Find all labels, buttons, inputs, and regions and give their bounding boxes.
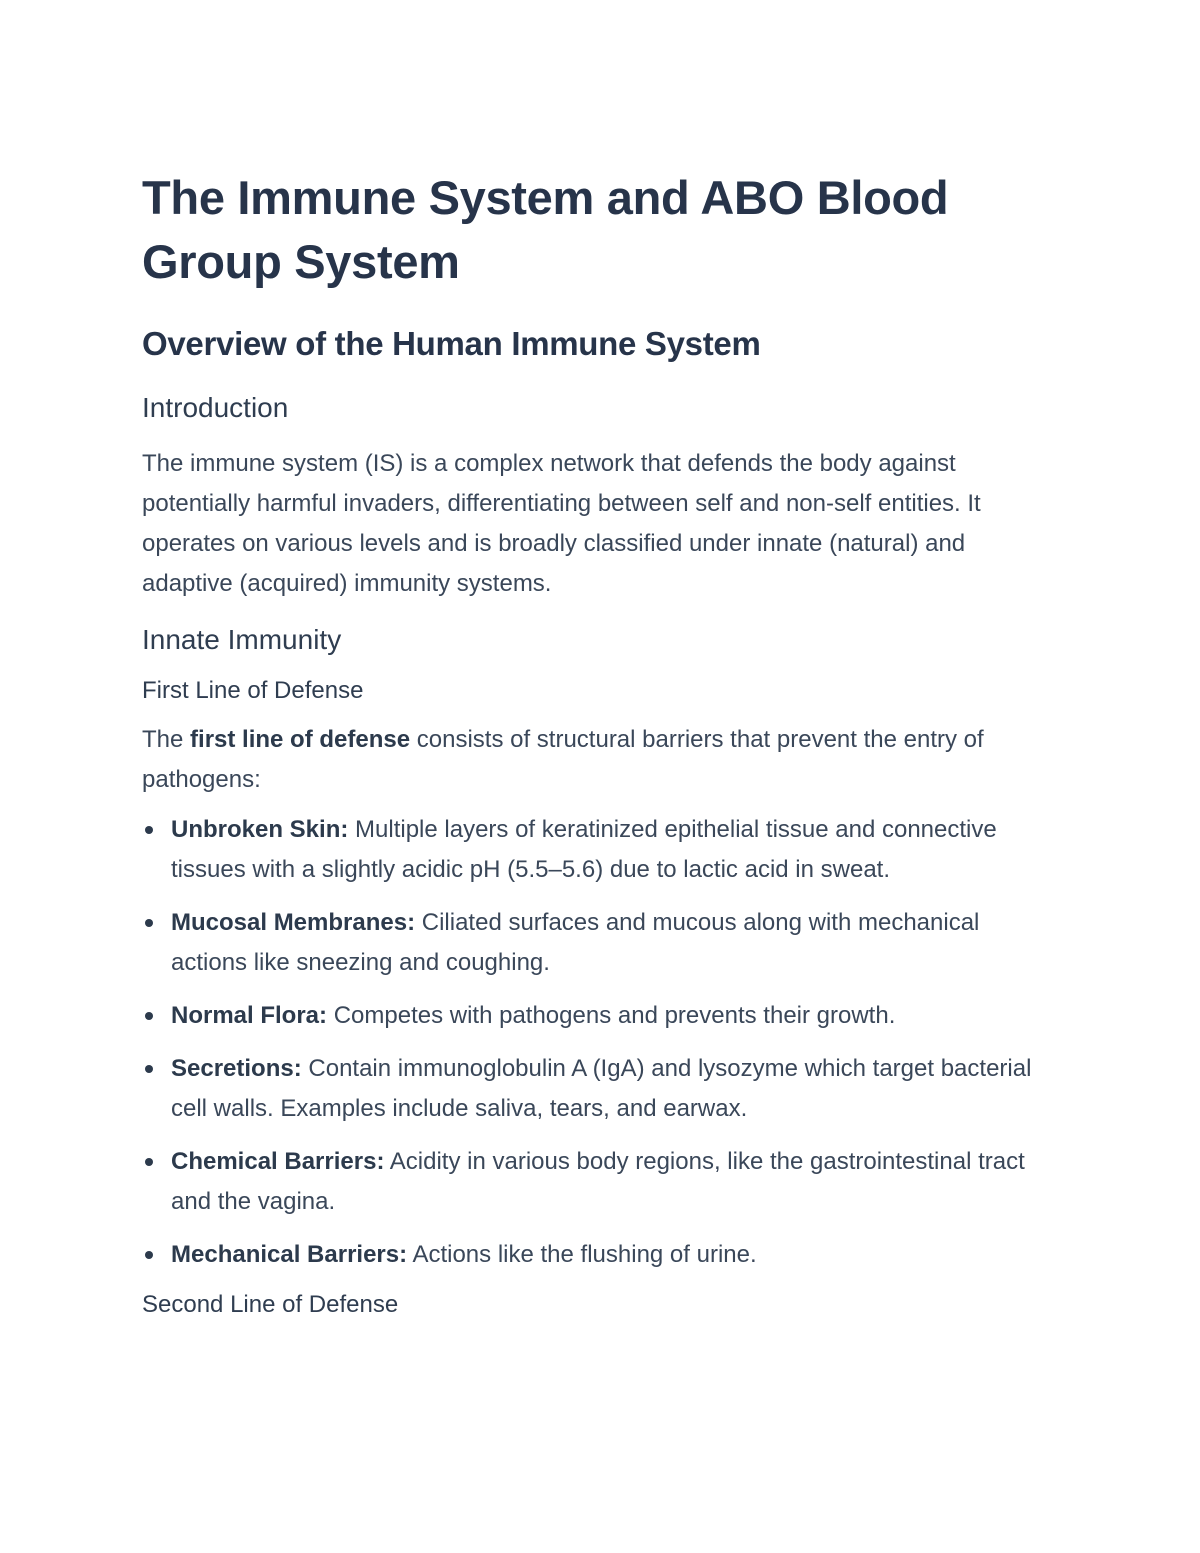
introduction-paragraph: The immune system (IS) is a complex network that defends the body against potentially harmful invaders, differentiating between self and non-self entities. It operates on various levels and is broadly classified under innate (natural) and adaptive (acquired) immunity systems. bbox=[142, 450, 981, 597]
list-item-term: Unbroken Skin: bbox=[171, 816, 349, 843]
list-item-term: Mucosal Membranes: bbox=[171, 909, 416, 936]
list-item-term: Mechanical Barriers: bbox=[171, 1241, 408, 1268]
bullet-icon bbox=[145, 826, 153, 834]
document-page bbox=[142, 166, 1052, 1322]
list-item-text: Contain immunoglobulin A (IgA) and lysozyme which target bacterial cell walls. Examples include saliva, tears, and earwax. bbox=[171, 1055, 1032, 1122]
list-item-term: Secretions: bbox=[171, 1055, 302, 1082]
document-title: The Immune System and ABO Blood Group System bbox=[142, 171, 949, 288]
list-item-text: Acidity in various body regions, like the gastrointestinal tract and the vagina. bbox=[171, 1148, 1025, 1215]
bullet-icon bbox=[145, 1065, 153, 1073]
overview-heading: Overview of the Human Immune System bbox=[142, 325, 761, 362]
second-line-heading: Second Line of Defense bbox=[142, 1291, 399, 1318]
list-item bbox=[142, 1235, 1052, 1275]
list-item bbox=[142, 810, 1052, 890]
list-item bbox=[142, 996, 1052, 1036]
barrier-list bbox=[142, 810, 1052, 1275]
list-item bbox=[142, 1049, 1052, 1129]
first-line-intro bbox=[142, 720, 1052, 800]
list-item-text: Multiple layers of keratinized epithelial tissue and connective tissues with a slightly acidic pH (5.5–5.6) due to lactic acid in sweat. bbox=[171, 816, 997, 883]
list-item-text: Actions like the flushing of urine. bbox=[407, 1241, 757, 1268]
list-item-text: Competes with pathogens and prevents their growth. bbox=[327, 1002, 896, 1029]
innate-immunity-heading: Innate Immunity bbox=[142, 624, 342, 655]
list-item bbox=[142, 1142, 1052, 1222]
first-line-heading: First Line of Defense bbox=[142, 677, 364, 704]
introduction-heading: Introduction bbox=[142, 392, 289, 423]
bullet-icon bbox=[145, 1251, 153, 1259]
intro-bold-term: first line of defense bbox=[190, 726, 411, 753]
list-item bbox=[142, 903, 1052, 983]
bullet-icon bbox=[145, 1012, 153, 1020]
list-item-term: Normal Flora: bbox=[171, 1002, 328, 1029]
list-item-text: Ciliated surfaces and mucous along with mechanical actions like sneezing and coughing. bbox=[171, 909, 980, 976]
intro-suffix: consists of structural barriers that prevent the entry of pathogens: bbox=[142, 726, 984, 793]
intro-prefix: The bbox=[142, 726, 191, 753]
bullet-icon bbox=[145, 919, 153, 927]
bullet-icon bbox=[145, 1158, 153, 1166]
list-item-term: Chemical Barriers: bbox=[171, 1148, 385, 1175]
